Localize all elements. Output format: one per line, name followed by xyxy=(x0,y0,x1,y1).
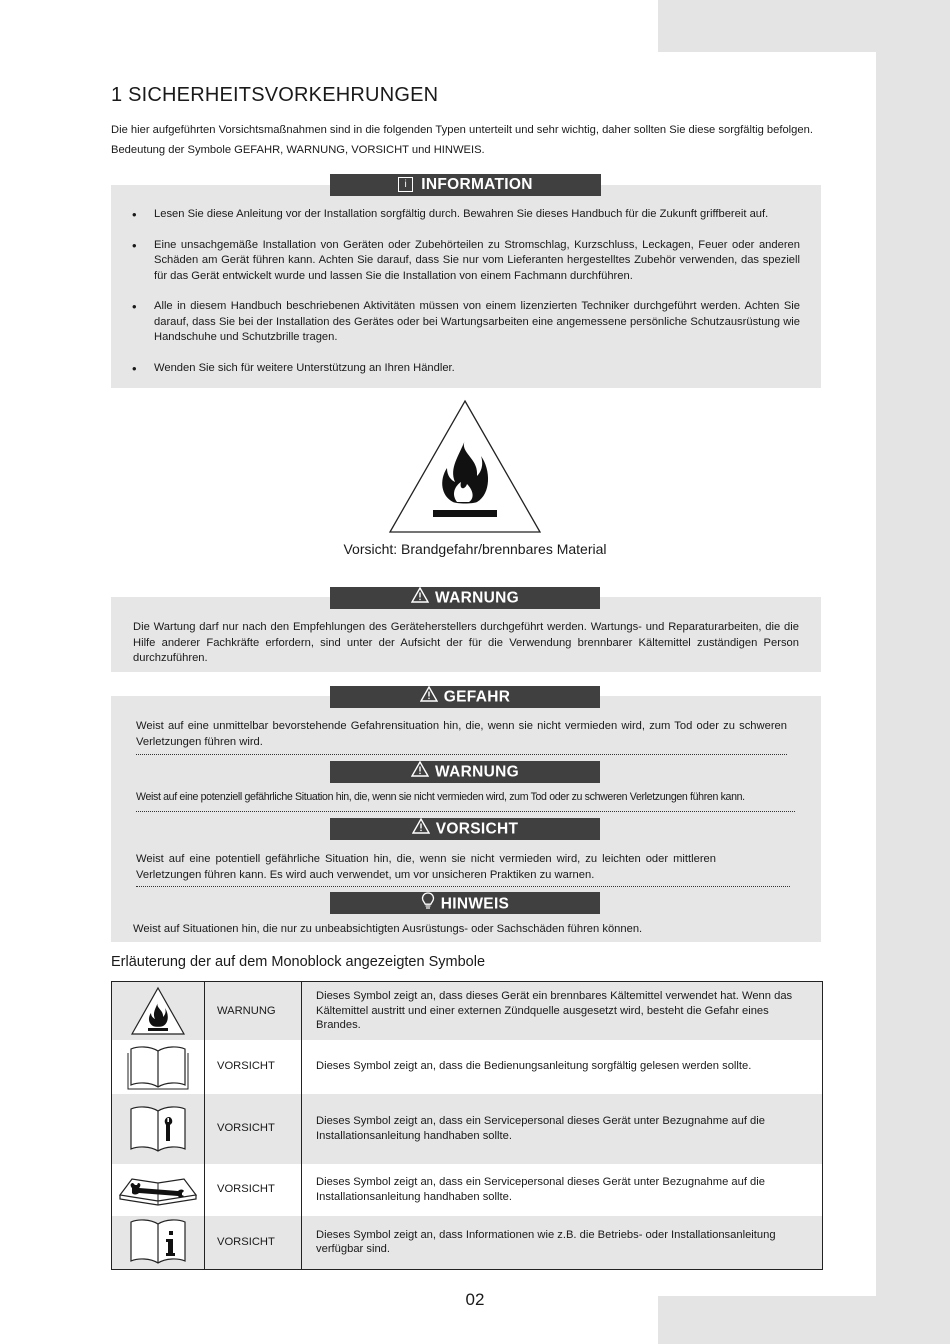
table-row xyxy=(112,982,823,1040)
divider xyxy=(136,886,790,887)
symbol-description: Dieses Symbol zeigt an, dass ein Servicepersonal dieses Gerät unter Bezugnahme auf die Installationsanleitung handhaben sollte. xyxy=(302,1094,823,1164)
list-item: • Alle in diesem Handbuch beschriebenen Aktivitäten müssen von einem lizenzierten Techniker durchgeführt werden. Achten Sie darauf, dass Sie bei der Installation des Gerätes oder bei Wartungsarbeiten eine angemessene persönliche Schutzausrüstung wie Handschuhe und Schutzbrille tragen. xyxy=(132,299,800,346)
symbol-description: Dieses Symbol zeigt an, dass Informationen wie z.B. die Betriebs- oder Installationsanleitung verfügbar sind. xyxy=(302,1216,823,1270)
divider xyxy=(136,811,795,812)
warnung-text: Die Wartung darf nur nach den Empfehlungen des Geräteherstellers durchgeführt werden. Wartungs- und Reparaturarbeiten, die die Hilfe anderer Fachkräfte erfordern, sind unter der Aufsicht der für die Verwendung brennbarer Kältemittel zuständigen Person durchzuführen. xyxy=(133,621,799,664)
symbol-label: WARNUNG xyxy=(205,982,302,1040)
warnung-heading-bar xyxy=(330,587,600,609)
warning-triangle-icon xyxy=(411,587,429,610)
table-row xyxy=(112,1216,823,1270)
page-number: 02 xyxy=(465,1290,485,1309)
warnung-level-heading-bar xyxy=(330,761,600,783)
warning-triangle-icon xyxy=(412,818,430,841)
warnung-level-text: Weist auf eine potenziell gefährliche Situation hin, die, wenn sie nicht vermieden wird, zum Tod oder zu schweren Verletzungen führen kann. xyxy=(136,791,745,803)
symbol-label: VORSICHT xyxy=(205,1164,302,1216)
intro-line-1: Die hier aufgeführten Vorsichtsmaßnahmen sind in die folgenden Typen unterteilt und sehr wichtig, daher sollten Sie diese sorgfältig befolgen. xyxy=(111,124,813,136)
vorsicht-heading: VORSICHT xyxy=(435,820,519,838)
list-item: • Eine unsachgemäße Installation von Geräten oder Zubehörteilen zu Stromschlag, Kurzschluss, Leckagen, Feuer oder anderen Schäden am Gerät führen kann. Achten Sie darauf, dass Sie nur vom Lieferanten hergestelltes Zubehör verwenden, das speziell für das Gerät entwickelt wurde und lassen Sie die Installation von einem Fachmann durchführen. xyxy=(132,238,800,285)
information-heading-bar xyxy=(330,174,601,196)
gefahr-heading-bar xyxy=(330,686,600,708)
symbol-description: Dieses Symbol zeigt an, dass ein Servicepersonal dieses Gerät unter Bezugnahme auf die Installationsanleitung handhaben sollte. xyxy=(316,1176,765,1203)
flammable-warning-icon xyxy=(387,398,543,536)
intro-line-2: Bedeutung der Symbole GEFAHR, WARNUNG, VORSICHT und HINWEIS. xyxy=(111,144,485,156)
lightbulb-icon xyxy=(421,892,435,917)
table-row xyxy=(112,1164,823,1216)
page-tab-right xyxy=(876,52,950,1296)
gefahr-heading: GEFAHR xyxy=(443,688,511,706)
symbols-section-title: Erläuterung der auf dem Monoblock angezeigten Symbole xyxy=(111,954,486,970)
information-icon: i xyxy=(398,177,413,192)
hinweis-heading-bar xyxy=(330,892,600,914)
symbols-table xyxy=(111,981,823,1270)
info-manual-icon xyxy=(112,1216,205,1270)
divider xyxy=(136,754,787,755)
warnung-heading: WARNUNG xyxy=(435,589,519,607)
symbol-label: VORSICHT xyxy=(205,1216,302,1270)
vorsicht-text: Weist auf eine potentiell gefährliche Situation hin, die, wenn sie nicht vermieden wird, zu leichten oder mittleren Verletzungen führen kann. Es wird auch verwendet, um vor unsicheren Praktiken zu warnen. xyxy=(136,853,716,881)
page-title: 1 SICHERHEITSVORKEHRUNGEN xyxy=(111,84,439,106)
wrench-book-icon xyxy=(112,1164,205,1216)
service-manual-icon xyxy=(112,1094,205,1164)
information-heading: INFORMATION xyxy=(421,176,533,193)
symbol-label: VORSICHT xyxy=(205,1094,302,1164)
information-list xyxy=(132,207,800,391)
gefahr-text: Weist auf eine unmittelbar bevorstehende Gefahrensituation hin, die, wenn sie nicht vermieden wird, zum Tod oder zu schweren Verletzungen führen wird. xyxy=(136,720,787,748)
list-item: • Lesen Sie diese Anleitung vor der Installation sorgfältig durch. Bewahren Sie dieses Handbuch für die Zukunft griffbereit auf. xyxy=(132,207,800,223)
fire-caption: Vorsicht: Brandgefahr/brennbares Material xyxy=(343,541,607,557)
hinweis-heading: HINWEIS xyxy=(440,895,510,913)
list-item: • Wenden Sie sich für weitere Unterstützung an Ihren Händler. xyxy=(132,361,800,377)
symbol-label: VORSICHT xyxy=(205,1040,302,1094)
warning-triangle-icon xyxy=(411,761,429,784)
table-row xyxy=(112,1094,823,1164)
flammable-warning-icon xyxy=(112,982,205,1040)
page-tab-top xyxy=(658,0,950,52)
warning-triangle-icon xyxy=(420,686,438,709)
hinweis-text: Weist auf Situationen hin, die nur zu unbeabsichtigten Ausrüstungs- oder Sachschäden führen können. xyxy=(133,923,643,935)
symbol-description: Dieses Symbol zeigt an, dass dieses Gerät ein brennbares Kältemittel verwendet hat. Wenn das Kältemittel austritt und einer externen Zündquelle ausgesetzt wird, besteht die Gefahr eines Brandes. xyxy=(302,982,823,1040)
open-manual-icon xyxy=(112,1040,205,1094)
symbol-description: Dieses Symbol zeigt an, dass die Bedienungsanleitung sorgfältig gelesen werden sollte. xyxy=(316,1060,752,1073)
warnung-level-heading: WARNUNG xyxy=(435,763,519,781)
table-row xyxy=(112,1040,823,1094)
vorsicht-heading-bar xyxy=(330,818,600,840)
